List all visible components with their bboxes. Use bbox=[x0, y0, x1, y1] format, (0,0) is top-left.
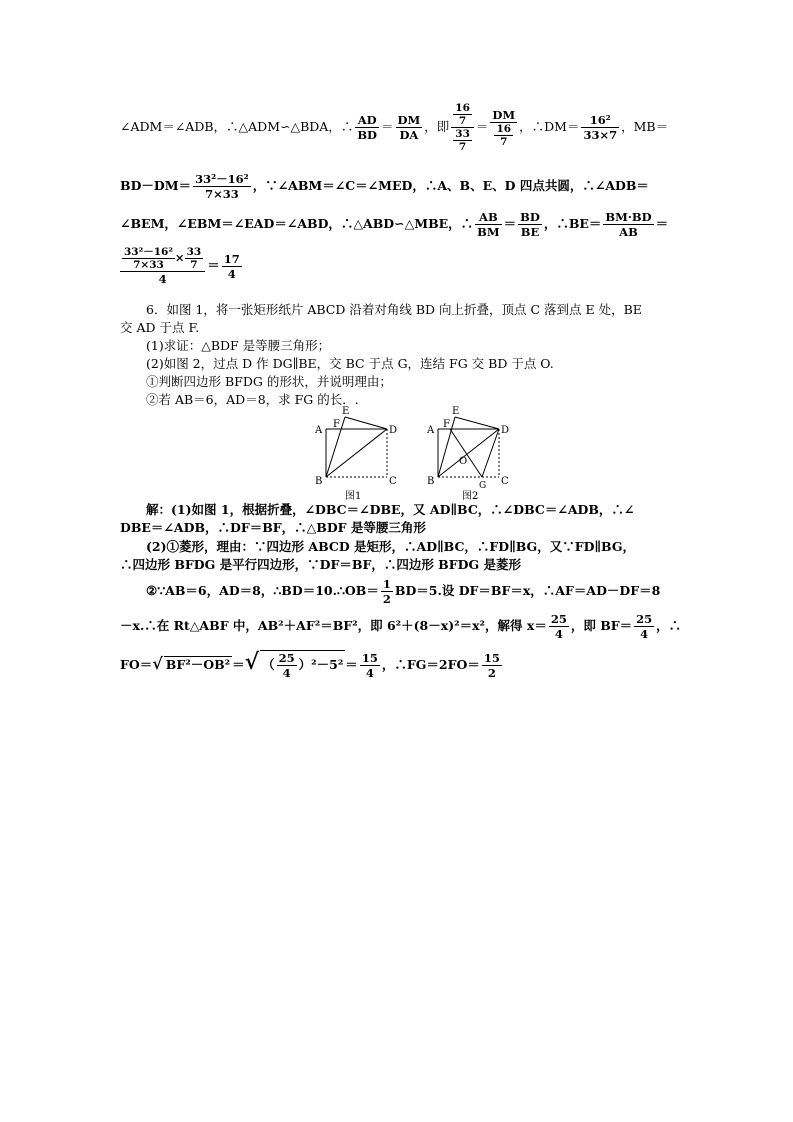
fraction-bd-be: $\frac{BD}{BE}$ bbox=[520, 210, 540, 239]
text: ，∴DM＝ bbox=[519, 119, 580, 134]
text: ∠ADM＝∠ADB，∴△ADM∽△BDA，∴ bbox=[120, 119, 354, 134]
problem-line-2: 交 AD 于点 F. bbox=[120, 320, 200, 335]
label-o: O bbox=[459, 456, 468, 467]
answer-line-7 bbox=[120, 650, 680, 680]
fraction-ab-bm: $\frac{AB}{BM}$ bbox=[477, 210, 500, 239]
segment-fg bbox=[450, 429, 482, 477]
equals: ＝ bbox=[232, 657, 245, 672]
sqrt-symbol: √ bbox=[244, 649, 260, 675]
text: ，∵∠ABM＝∠C＝∠MED，∴A、B、E、D 四点共圆，∴∠ADB＝ bbox=[252, 178, 649, 193]
equals: ＝ bbox=[503, 216, 517, 231]
solution-line-2 bbox=[120, 172, 680, 201]
fraction-be-expression: $\frac{\text{33²－16²}}{7\times 33}$ × $\frac{33}{7}$ 4 bbox=[120, 246, 205, 286]
figure-1-caption: 图1 bbox=[345, 491, 362, 502]
label-g: G bbox=[479, 481, 487, 491]
text: ∠BEM，∠EBM＝∠EAD＝∠ABD，∴△ABD∽△MBE，∴ bbox=[120, 216, 474, 231]
text: ，即 bbox=[424, 119, 450, 134]
label-e: E bbox=[342, 406, 350, 417]
answer-line-5 bbox=[120, 577, 706, 606]
text: 解：(1)如图 1，根据折叠，∠DBC＝∠DBE，又 AD∥BC，∴∠DBC＝∠ADB，∴∠ bbox=[146, 502, 635, 517]
equals: ＝ bbox=[475, 119, 489, 134]
sqrt-symbol: √ bbox=[152, 654, 163, 673]
label-c: C bbox=[389, 476, 397, 487]
label-f: F bbox=[443, 419, 450, 430]
label-d: D bbox=[501, 425, 510, 436]
diagonal-bd bbox=[438, 429, 499, 477]
text: ②∵AB＝6，AD＝8，∴BD＝10.∴OB＝ bbox=[146, 583, 379, 598]
label-a: A bbox=[315, 425, 323, 436]
fraction-25-4: $\frac{25}{4}$ bbox=[636, 612, 653, 641]
figure-2 bbox=[426, 402, 518, 502]
solution-line-1 bbox=[120, 102, 680, 153]
solution-line-3 bbox=[120, 210, 680, 239]
label-e: E bbox=[452, 406, 460, 417]
label-d: D bbox=[389, 425, 398, 436]
answer-line-6 bbox=[120, 612, 680, 641]
fraction-25-4: $\frac{25}{4}$ bbox=[550, 612, 567, 641]
label-b: B bbox=[315, 476, 323, 487]
text: BD＝5.设 DF＝BF＝x，∴AF＝AD－DF＝8 bbox=[394, 583, 661, 598]
figure-1 bbox=[312, 402, 404, 502]
answer-line-3: (2)①菱形，理由：∵四边形 ABCD 是矩形，∴AD∥BC，∴FD∥BG，又∵FD∥BG， bbox=[146, 539, 636, 554]
label-b: B bbox=[427, 476, 435, 487]
text: －x.∴在 Rt△ABF 中，AB²＋AF²＝BF²，即 6²＋(8－x)²＝x²，解得 x＝ bbox=[120, 618, 547, 633]
text: ，MB＝ bbox=[621, 119, 669, 134]
figure-2-caption: 图2 bbox=[462, 491, 479, 502]
label-a: A bbox=[427, 425, 435, 436]
text: ，∴FG＝2FO＝ bbox=[381, 657, 480, 672]
fraction-dm-16-7: $\frac{DM}{\frac{16}{7}}$ bbox=[492, 107, 516, 148]
segment-ed bbox=[345, 417, 387, 429]
answer-line-4: ∴四边形 BFDG 是平行四边形，∵DF＝BF，∴四边形 BFDG 是菱形 bbox=[120, 557, 521, 572]
label-c: C bbox=[501, 476, 509, 487]
sqrt-radicand-2: （ $\frac{25}{4}$ ）²－5² bbox=[262, 651, 344, 680]
problem-question-2: (2)如图 2，过点 D 作 DG∥BE，交 BC 于点 G，连结 FG 交 BD 于点 O. bbox=[146, 356, 554, 371]
problem-question-2b: ②若 AB＝6，AD＝8，求 FG 的长．. bbox=[146, 392, 359, 407]
problem-line-1: 6．如图 1，将一张矩形纸片 ABCD 沿着对角线 BD 向上折叠，顶点 C 落到点 E 处，BE bbox=[146, 302, 642, 317]
solution-line-4 bbox=[120, 246, 680, 286]
label-f: F bbox=[333, 419, 340, 430]
sqrt-radicand: BF²－OB² bbox=[165, 657, 231, 672]
fraction-15-4: $\frac{15}{4}$ bbox=[361, 651, 378, 680]
fraction-nested-16-33: $\frac{\frac{16}{7}}{\frac{33}{7}}$ bbox=[451, 102, 474, 153]
fraction-33sq-16sq: $\frac{\text{33²－16²}}{7\times 33}$ bbox=[195, 172, 249, 201]
text: BD－DM＝ bbox=[120, 178, 192, 193]
problem-question-1: (1)求证：△BDF 是等腰三角形； bbox=[146, 338, 331, 353]
segment-ed bbox=[455, 417, 499, 429]
text: ，∴ bbox=[656, 618, 682, 633]
fraction-bmbd-ab: $\frac{BM\cdot BD}{AB}$ bbox=[605, 210, 652, 239]
fraction-16sq: $\frac{\text{16²}}{33\times 7}$ bbox=[583, 113, 618, 142]
answer-line-2: DBE＝∠ADB，∴DF＝BF，∴△BDF 是等腰三角形 bbox=[120, 520, 426, 535]
fraction-17-4: $\frac{17}{4}$ bbox=[223, 251, 240, 281]
problem-question-2a: ①判断四边形 BFDG 的形状，并说明理由； bbox=[146, 374, 392, 389]
answer-line-1 bbox=[120, 502, 706, 518]
equals: ＝ bbox=[655, 216, 669, 231]
fraction-1-2: $\frac{1}{2}$ bbox=[382, 577, 391, 606]
fraction-15-2: $\frac{15}{2}$ bbox=[483, 651, 500, 680]
text: FO＝ bbox=[120, 657, 153, 672]
equals: ＝ bbox=[207, 257, 220, 273]
equals: ＝ bbox=[381, 119, 394, 134]
text: ，∴BE＝ bbox=[543, 216, 602, 231]
text: ，即 BF＝ bbox=[570, 618, 633, 633]
diagonal-bd bbox=[326, 429, 387, 477]
equals: ＝ bbox=[345, 657, 358, 672]
fraction-ad-bd: $\frac{AD}{BD}$ bbox=[357, 113, 378, 142]
fraction-dm-da: $\frac{DM}{DA}$ bbox=[397, 113, 421, 142]
